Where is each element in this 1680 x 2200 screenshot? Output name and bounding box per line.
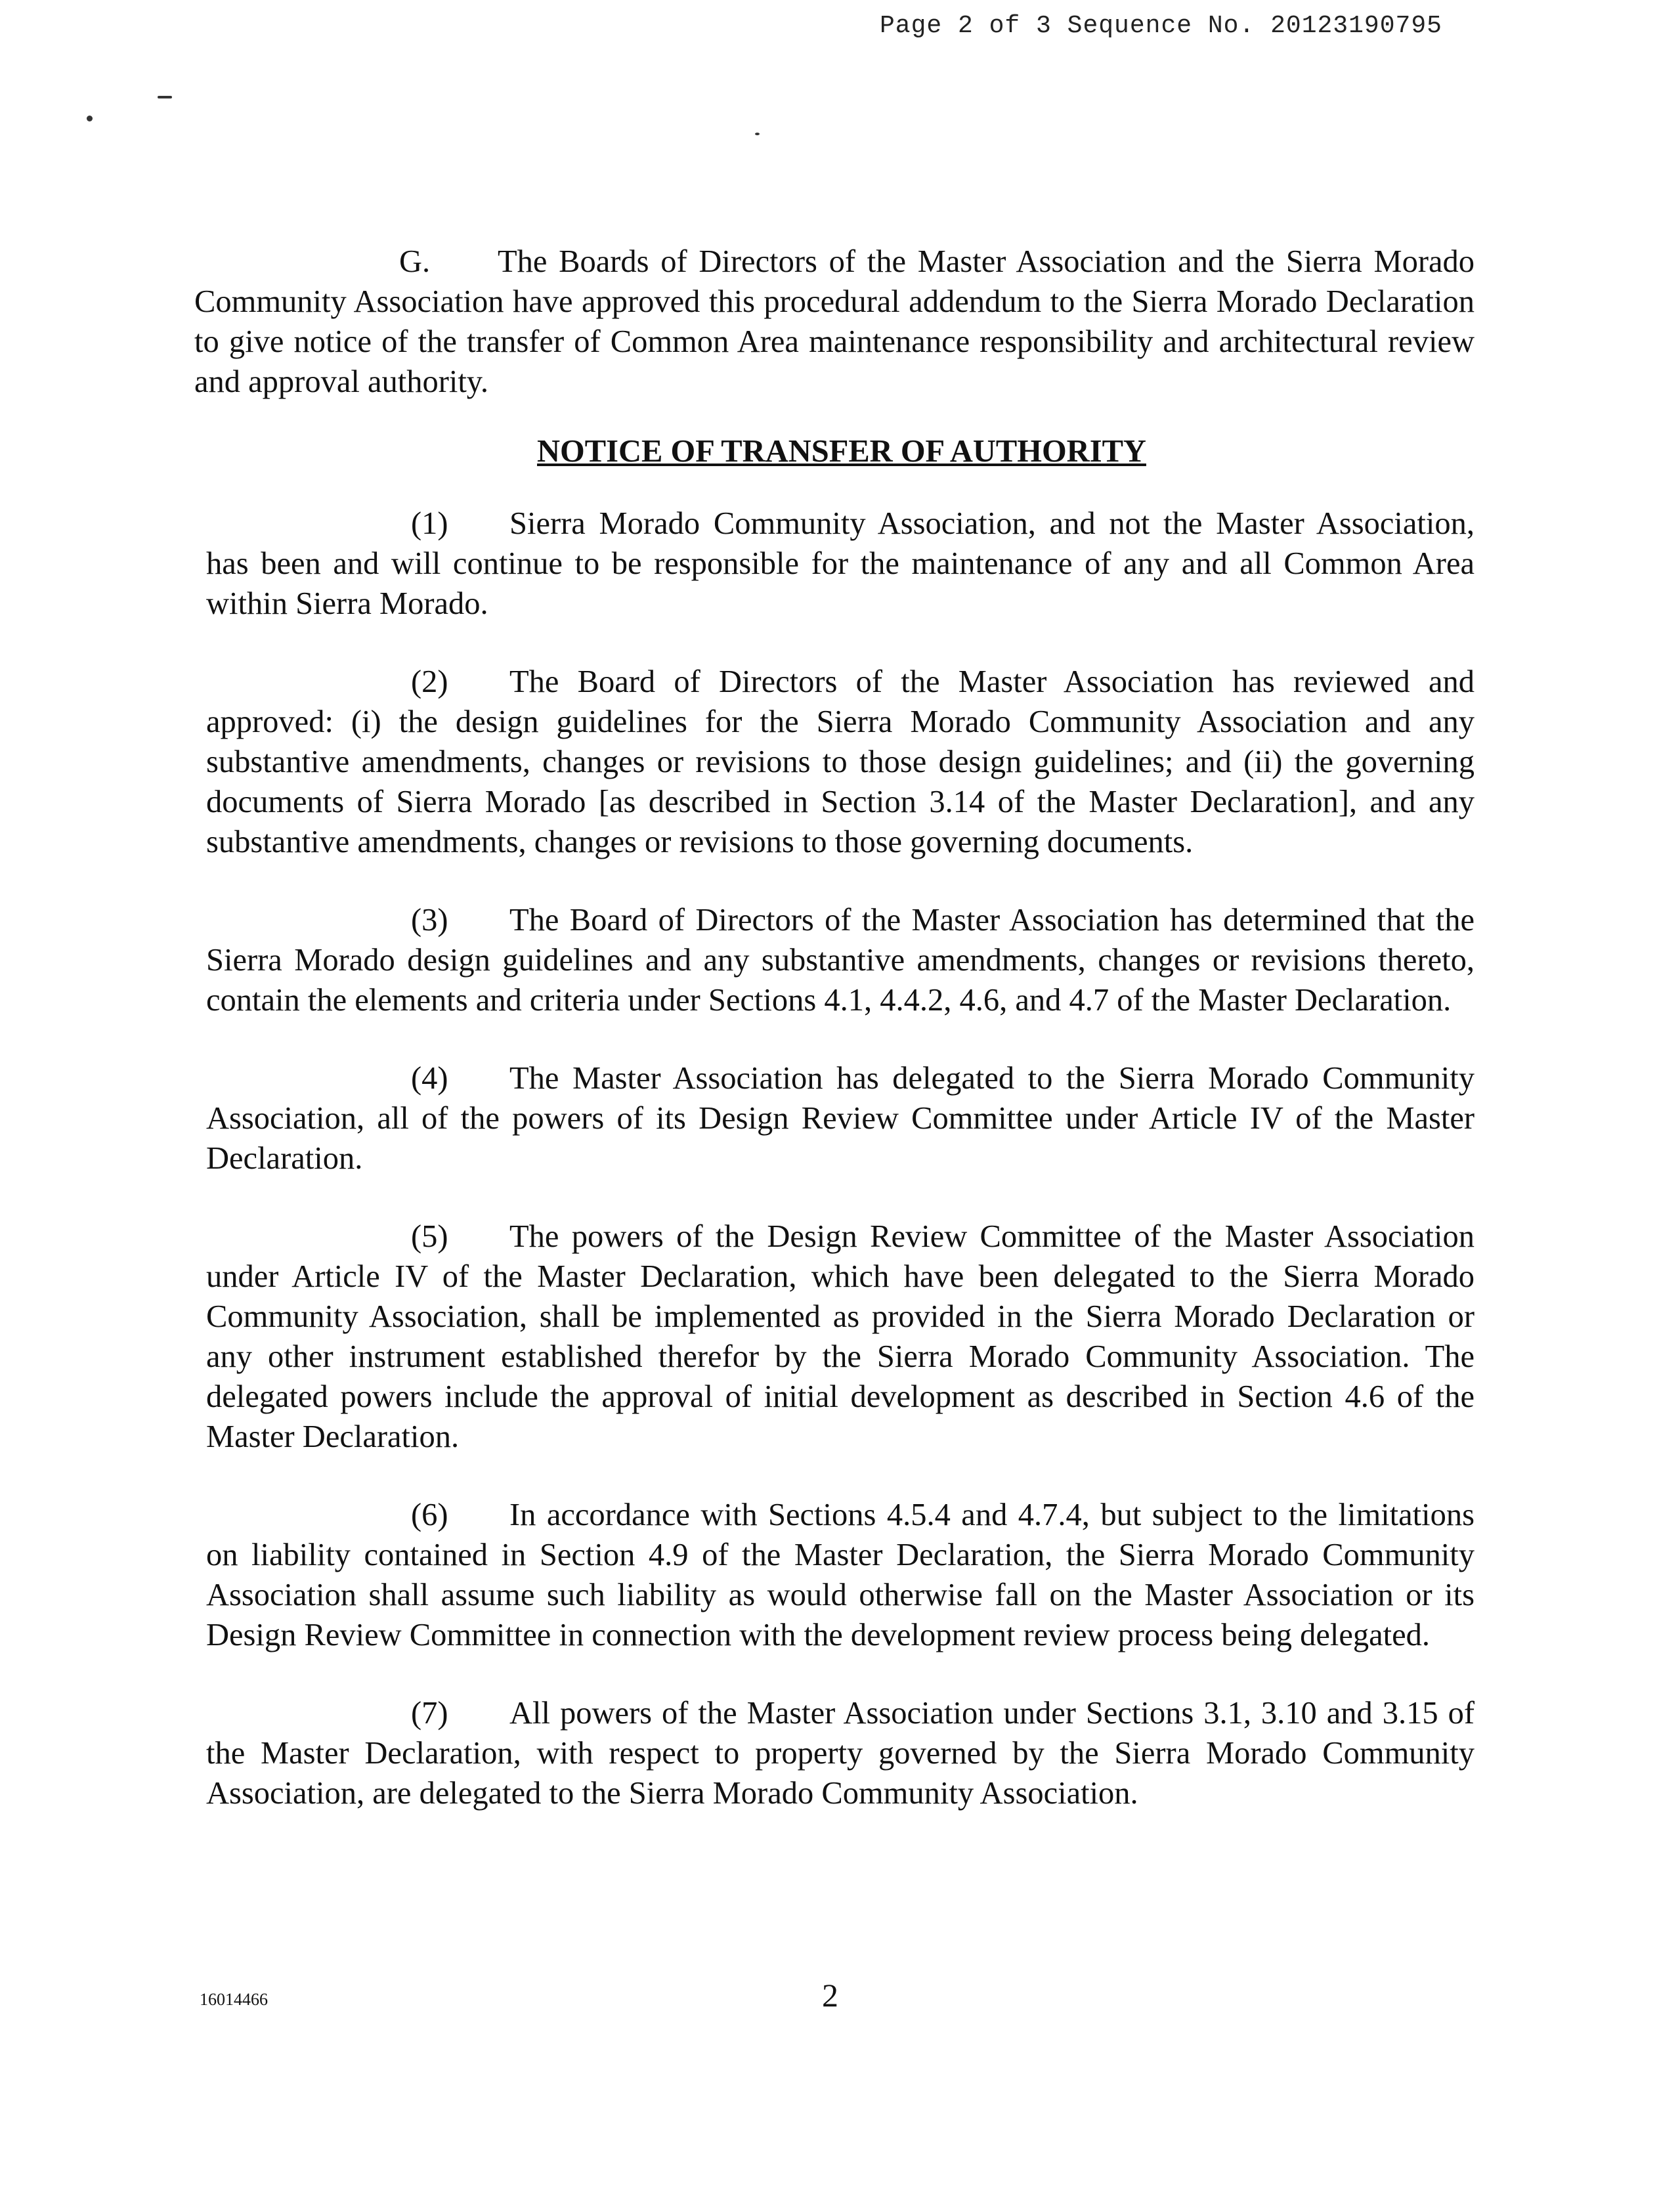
item-text: In accordance with Sections 4.5.4 and 4.7.4, but subject to the limitations on liability contained in Section 4.9 of the Master Declaration, the Sierra Morado Community Association shall assume such liability as would otherwise fall on the Master Association or its Design Review Committee in connection with the development review process being delegated. bbox=[206, 1498, 1475, 1652]
scan-speck bbox=[87, 116, 93, 121]
recital-g bbox=[194, 242, 1475, 402]
document-body bbox=[194, 242, 1475, 1813]
page-sequence-stamp: Page 2 of 3 Sequence No. 20123190795 bbox=[880, 12, 1442, 40]
list-item-5 bbox=[194, 1217, 1475, 1457]
list-item-4 bbox=[194, 1058, 1475, 1178]
scan-speck bbox=[158, 96, 172, 98]
item-text: Sierra Morado Community Association, and not the Master Association, has been and will continue to be responsible for the maintenance of any and all Common Area within Sierra Morado. bbox=[206, 506, 1475, 621]
list-item-2 bbox=[194, 662, 1475, 862]
page-number: 2 bbox=[822, 1977, 838, 2014]
recital-text: The Boards of Directors of the Master Association and the Sierra Morado Community Association have approved this procedural addendum to the Sierra Morado Declaration to give notice of the transfer of Common Area maintenance responsibility and architectural review and approval authority. bbox=[194, 244, 1475, 399]
recital-label: G. bbox=[399, 244, 431, 279]
scan-speck bbox=[755, 133, 760, 135]
item-text: The Master Association has delegated to the Sierra Morado Community Association, all of the powers of its Design Review Committee under Article IV of the Master Declaration. bbox=[206, 1061, 1475, 1176]
item-text: All powers of the Master Association under Sections 3.1, 3.10 and 3.15 of the Master Declaration, with respect to property governed by the Sierra Morado Community Association, are delegated to the Sierra Morado Community Association. bbox=[206, 1696, 1475, 1811]
list-item-1 bbox=[194, 504, 1475, 624]
list-item-6 bbox=[194, 1495, 1475, 1655]
item-text: The Board of Directors of the Master Association has determined that the Sierra Morado design guidelines and any substantive amendments, changes or revisions thereto, contain the elements and criteria under Sections 4.1, 4.4.2, 4.6, and 4.7 of the Master Declaration. bbox=[206, 903, 1475, 1018]
item-text: The Board of Directors of the Master Association has reviewed and approved: (i) the design guidelines for the Sierra Morado Community Association and any substantive amendments, changes or revisions to those design guidelines; and (ii) the governing documents of Sierra Morado [as described in Section 3.14 of the Master Declaration], and any substantive amendments, changes or revisions to those governing documents. bbox=[206, 664, 1475, 859]
item-label: (1) bbox=[411, 506, 448, 541]
item-label: (3) bbox=[411, 903, 448, 938]
item-label: (4) bbox=[411, 1061, 448, 1096]
item-label: (5) bbox=[411, 1219, 448, 1254]
list-item-7 bbox=[194, 1693, 1475, 1813]
item-label: (7) bbox=[411, 1696, 448, 1731]
item-label: (6) bbox=[411, 1498, 448, 1532]
item-text: The powers of the Design Review Committee of the Master Association under Article IV of the Master Declaration, which have been delegated to the Sierra Morado Community Association, shall be implemented as provided in the Sierra Morado Declaration or any other instrument established therefor by the Sierra Morado Community Association. The delegated powers include the approval of initial development as described in Section 4.6 of the Master Declaration. bbox=[206, 1219, 1475, 1454]
section-title: NOTICE OF TRANSFER OF AUTHORITY bbox=[537, 434, 1146, 469]
document-number: 16014466 bbox=[200, 1990, 268, 2009]
item-label: (2) bbox=[411, 664, 448, 699]
list-item-3 bbox=[194, 900, 1475, 1020]
